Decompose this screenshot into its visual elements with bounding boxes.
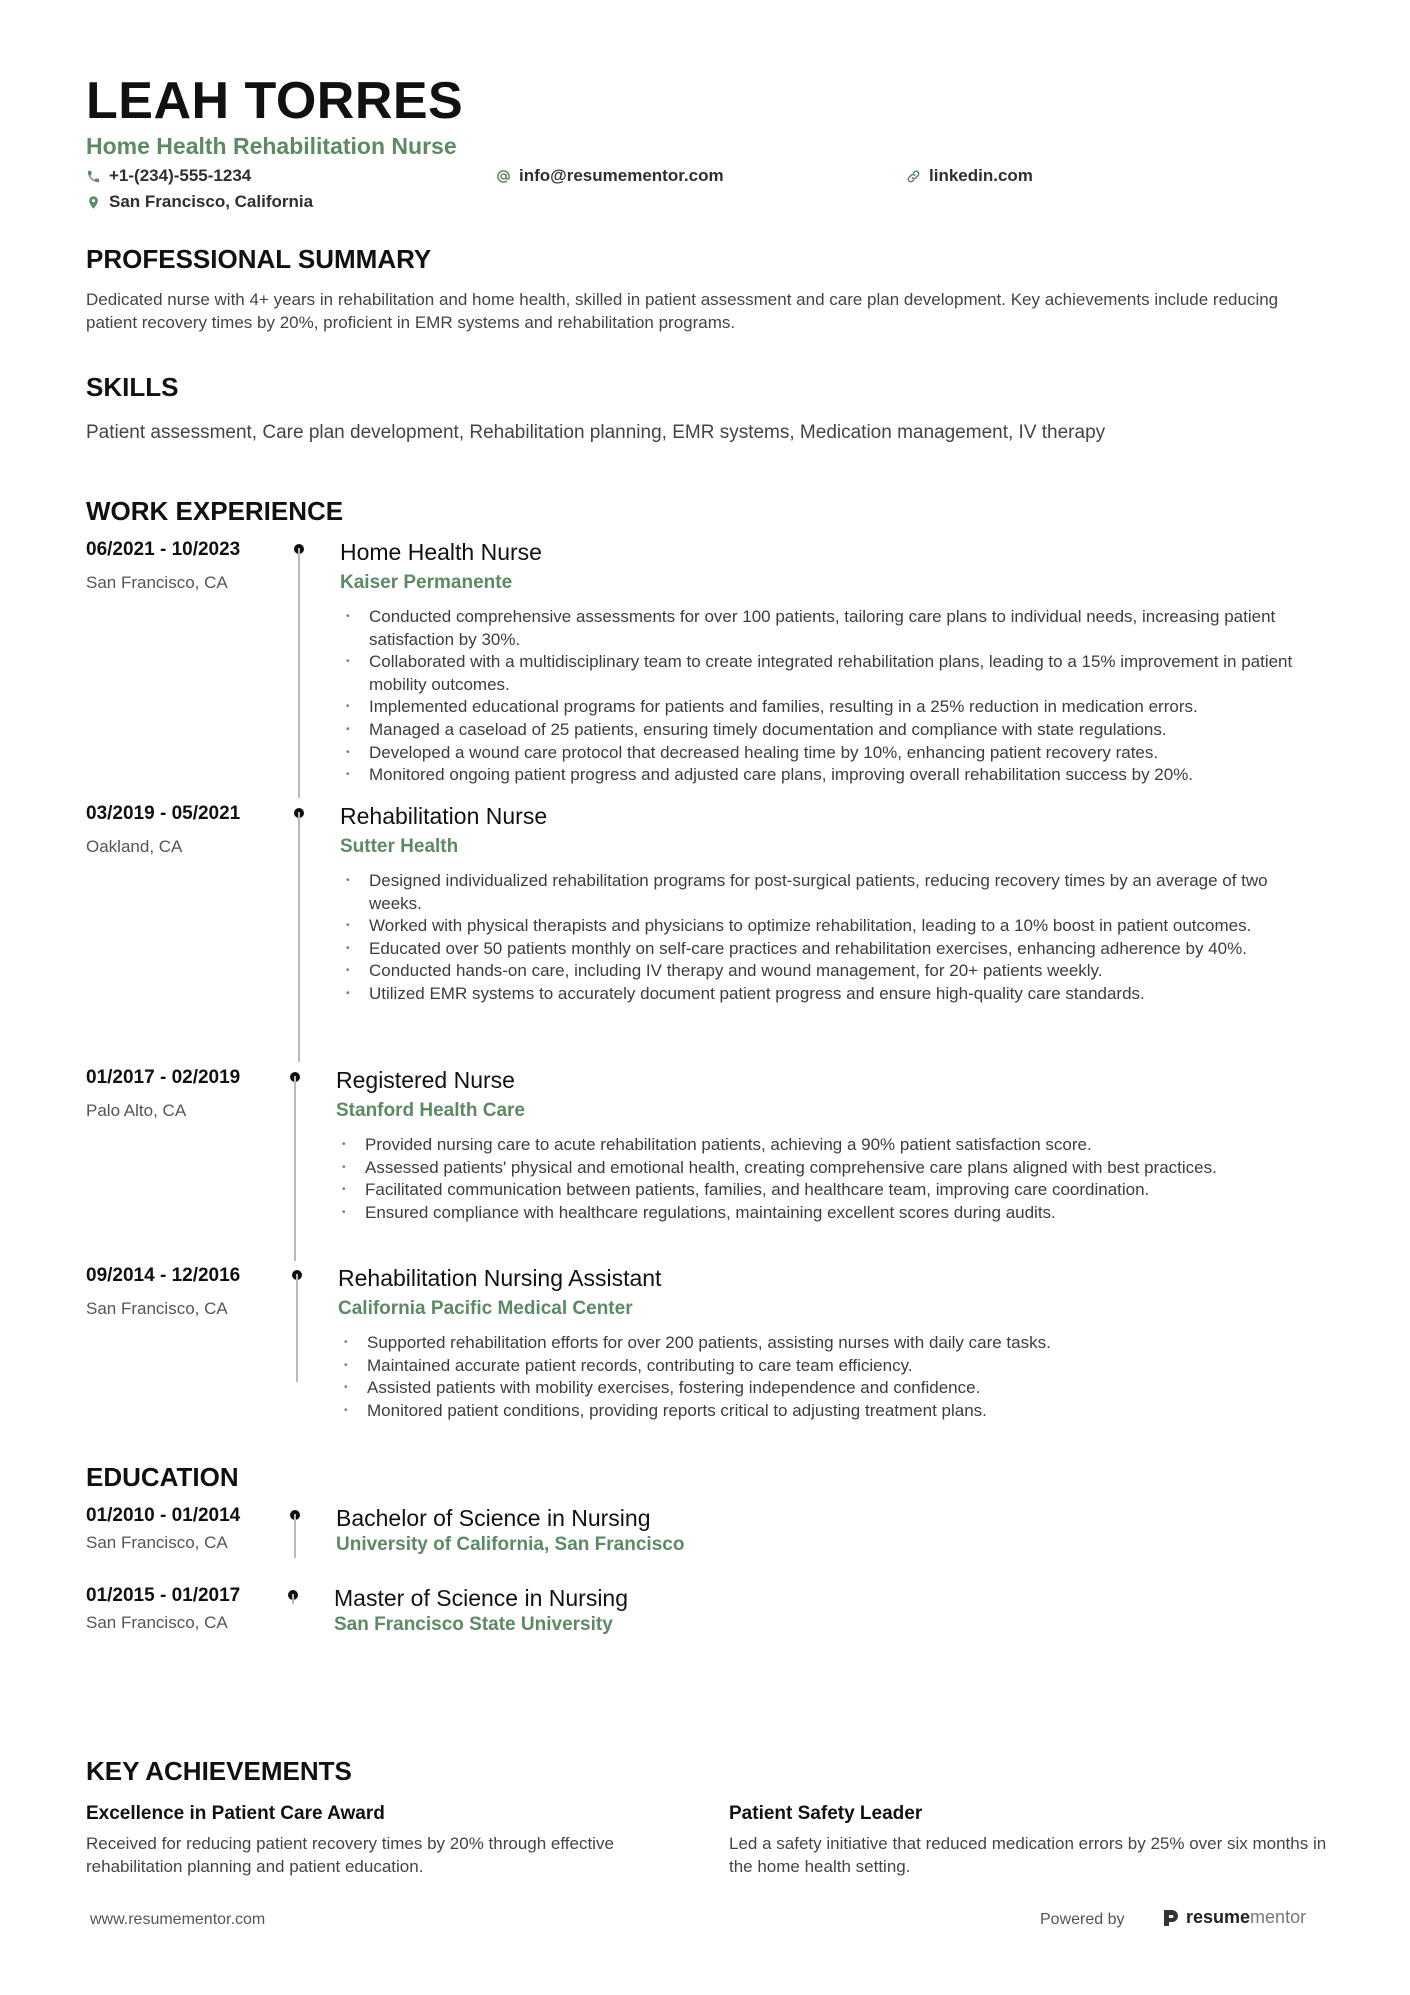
job-bullets [340,870,1320,1006]
job-role: Registered Nurse [336,1067,515,1093]
logo-text-light: mentor [1250,1907,1307,1927]
education-section [86,1462,1326,1492]
job-dates: 03/2019 - 05/2021 [86,803,241,824]
contact-phone[interactable] [86,166,251,186]
education-degree: Master of Science in Nursing [334,1585,629,1611]
summary-heading: PROFESSIONAL SUMMARY [86,244,432,274]
achievement-title: Patient Safety Leader [729,1803,923,1824]
job-bullets [340,606,1320,787]
bullet-item: • Provided nursing care to acute rehabilitation patients, achieving a 90% patient satisfaction score. [336,1134,1316,1157]
job-bullets [338,1332,1318,1422]
skills-section [86,372,1326,444]
bullet-item: • Educated over 50 patients monthly on self-care practices and rehabilitation exercises, enhancing adherence by 40%. [340,938,1320,961]
job-dates: 09/2014 - 12/2016 [86,1265,241,1286]
job-location: Palo Alto, CA [86,1101,187,1120]
summary-section [86,244,1326,334]
achievements-heading: KEY ACHIEVEMENTS [86,1756,352,1786]
achievement-item [86,1802,686,1878]
job-location: Oakland, CA [86,837,183,856]
education-heading: EDUCATION [86,1462,239,1492]
experience-section [86,496,1326,526]
education-location: San Francisco, CA [86,1613,228,1632]
achievement-title: Excellence in Patient Care Award [86,1803,385,1824]
contact-location [86,192,313,212]
education-dates: 01/2015 - 01/2017 [86,1585,241,1606]
bullet-item: • Collaborated with a multidisciplinary team to create integrated rehabilitation plans, leading to a 15% improvement in patient mobility outcomes. [340,651,1320,696]
bullet-item: • Developed a wound care protocol that decreased healing time by 10%, enhancing patient recovery rates. [340,742,1320,765]
bullet-item: • Implemented educational programs for patients and families, resulting in a 25% reduction in medication errors. [340,696,1320,719]
skills-text: Patient assessment, Care plan development, Rehabilitation planning, EMR systems, Medication management, IV therapy [86,422,1106,443]
education-school: San Francisco State University [334,1614,613,1635]
bullet-item: • Monitored patient conditions, providing reports critical to adjusting treatment plans. [338,1400,1318,1423]
resumementor-logo[interactable] [1162,1907,1306,1928]
education-dates: 01/2010 - 01/2014 [86,1505,241,1526]
bullet-item: • Utilized EMR systems to accurately document patient progress and ensure high-quality care standards. [340,983,1320,1006]
resumementor-logo-icon [1162,1908,1180,1928]
job-company: Stanford Health Care [336,1100,525,1121]
phone-icon [86,169,101,184]
education-location: San Francisco, CA [86,1533,228,1552]
timeline-line [294,1076,296,1261]
bullet-item: • Conducted hands-on care, including IV therapy and wound management, for 20+ patients weekly. [340,960,1320,983]
timeline-line [296,1274,298,1382]
timeline-line [298,812,300,1062]
contact-email[interactable] [496,166,724,186]
page-footer [90,1905,1330,1935]
timeline-line [292,1594,294,1604]
bullet-item: • Supported rehabilitation efforts for over 200 patients, assisting nurses with daily care tasks. [338,1332,1318,1355]
candidate-name: LEAH TORRES [86,72,464,130]
job-title: Home Health Rehabilitation Nurse [86,133,457,159]
achievement-item [729,1802,1329,1878]
job-bullets [336,1134,1316,1224]
at-icon [496,169,511,184]
bullet-item: • Facilitated communication between patients, families, and healthcare team, improving care coordination. [336,1179,1316,1202]
bullet-item: • Ensured compliance with healthcare regulations, maintaining excellent scores during audits. [336,1202,1316,1225]
resume-page [86,72,1327,1876]
bullet-item: • Conducted comprehensive assessments for over 100 patients, tailoring care plans to individual needs, increasing patient satisfaction by 30%. [340,606,1320,651]
job-location: San Francisco, CA [86,573,228,592]
job-role: Rehabilitation Nurse [340,803,548,829]
job-dates: 01/2017 - 02/2019 [86,1067,241,1088]
link-icon [906,169,921,184]
timeline-line [294,1514,296,1558]
contact-linkedin[interactable] [906,166,1033,186]
linkedin-text: linkedin.com [929,166,1033,185]
timeline-line [298,548,300,798]
job-company: Sutter Health [340,836,459,857]
bullet-item: • Managed a caseload of 25 patients, ensuring timely documentation and compliance with state regulations. [340,719,1320,742]
logo-text-bold: resume [1186,1907,1251,1927]
achievement-text: Received for reducing patient recovery times by 20% through effective rehabilitation planning and patient education. [86,1834,614,1876]
phone-text: +1-(234)-555-1234 [109,166,252,185]
bullet-item: • Worked with physical therapists and physicians to optimize rehabilitation, leading to a 10% boost in patient outcomes. [340,915,1320,938]
job-company: Kaiser Permanente [340,572,513,593]
bullet-item: • Assisted patients with mobility exercises, fostering independence and confidence. [338,1377,1318,1400]
location-pin-icon [86,195,101,210]
job-company: California Pacific Medical Center [338,1298,633,1319]
skills-heading: SKILLS [86,372,179,402]
job-dates: 06/2021 - 10/2023 [86,539,241,560]
job-location: San Francisco, CA [86,1299,228,1318]
job-role: Rehabilitation Nursing Assistant [338,1265,662,1291]
achievements-section [86,1756,1326,1882]
email-text: info@resumementor.com [519,166,724,185]
education-degree: Bachelor of Science in Nursing [336,1505,651,1531]
summary-text: Dedicated nurse with 4+ years in rehabilitation and home health, skilled in patient assessment and care plan development. Key achievements include reducing patient recovery times by 20%, proficient in EMR systems and rehabilitation programs. [86,290,1279,332]
achievement-text: Led a safety initiative that reduced medication errors by 25% over six months in the home health setting. [729,1834,1327,1876]
bullet-item: • Maintained accurate patient records, contributing to care team efficiency. [338,1355,1318,1378]
education-school: University of California, San Francisco [336,1534,685,1555]
experience-heading: WORK EXPERIENCE [86,496,344,526]
contact-info [86,164,1326,216]
powered-by-label: Powered by [1040,1911,1125,1928]
job-role: Home Health Nurse [340,539,542,565]
bullet-item: • Assessed patients' physical and emotional health, creating comprehensive care plans aligned with best practices. [336,1157,1316,1180]
location-text: San Francisco, California [109,192,314,211]
bullet-item: • Monitored ongoing patient progress and adjusted care plans, improving overall rehabilitation success by 20%. [340,764,1320,787]
bullet-item: • Designed individualized rehabilitation programs for post-surgical patients, reducing recovery times by an average of two weeks. [340,870,1320,915]
footer-website-link[interactable]: www.resumementor.com [90,1911,266,1928]
